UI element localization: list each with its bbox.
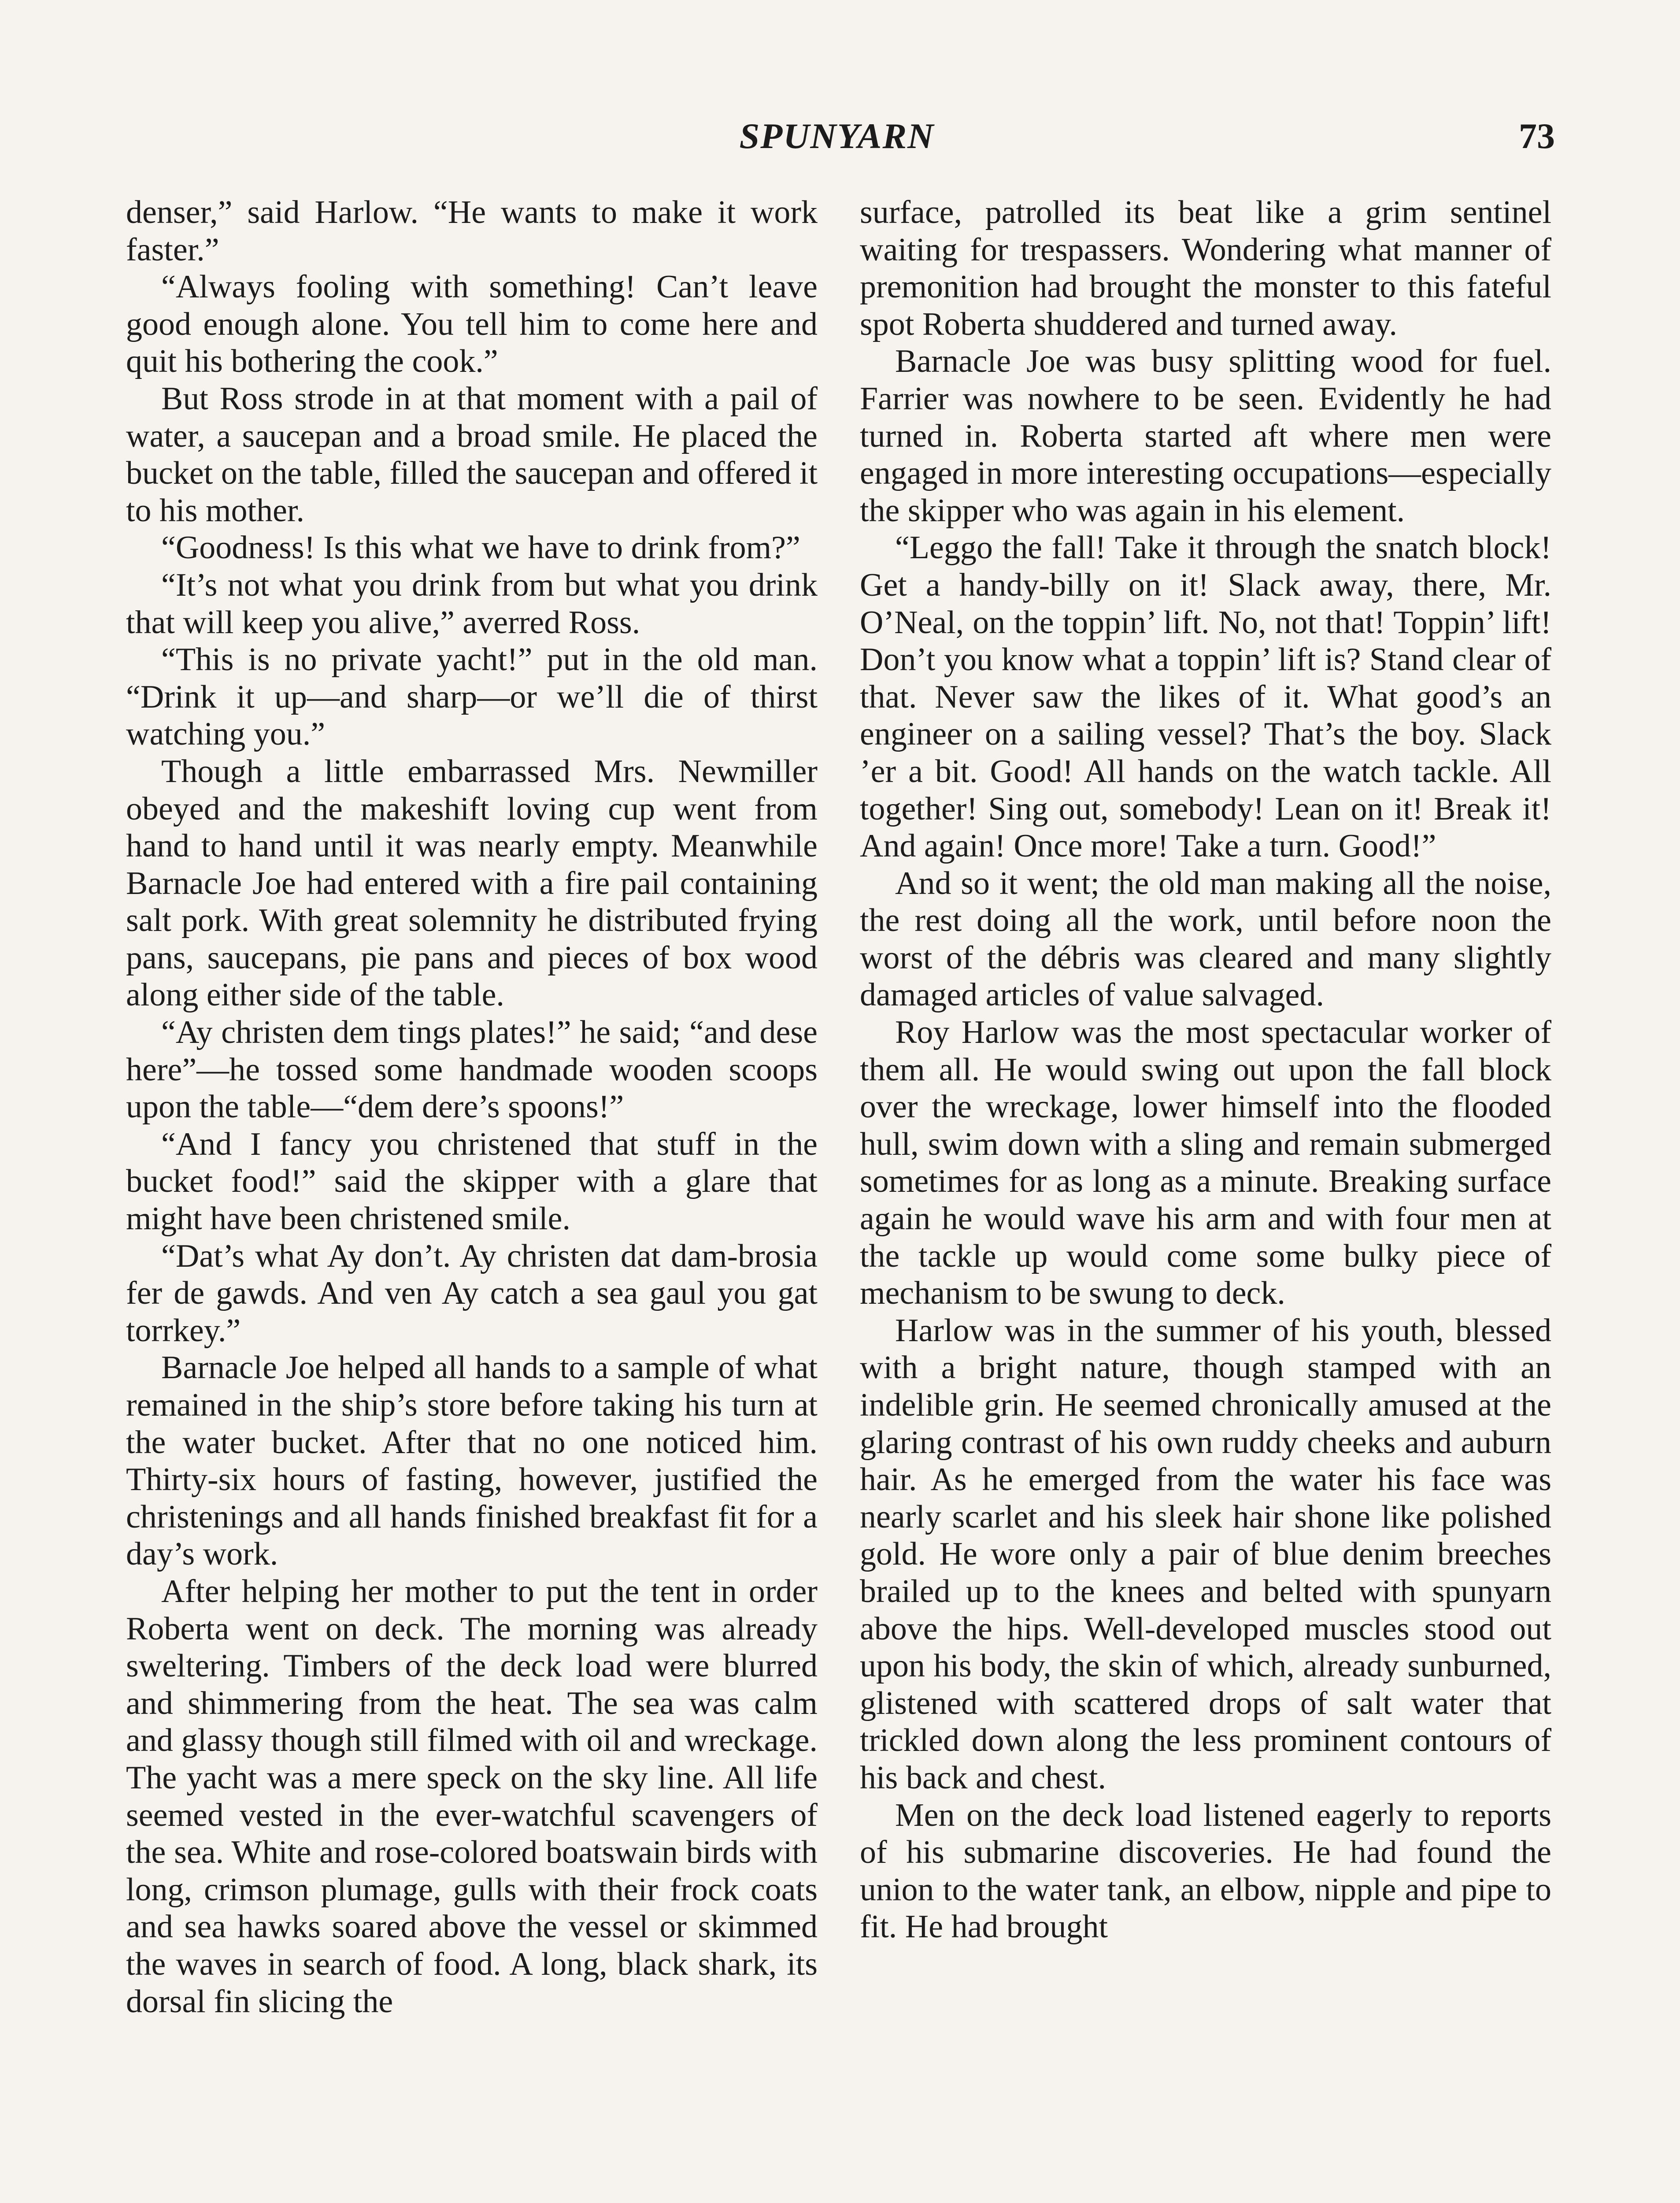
right-text-column (860, 194, 1551, 1946)
paragraph: Men on the deck load listened eagerly to reports of his submarine discoveries. He had found the union to the water tank, an elbow, nipple and pipe to fit. He had brought (860, 1797, 1551, 1945)
paragraph: After helping her mother to put the tent in order Roberta went on deck. The morning was already sweltering. Timbers of the deck load were blurred and shimmering from the heat. The sea was calm and glassy though still filmed with oil and wreckage. The yacht was a mere speck on the sky line. All life seemed vested in the ever-watchful scavengers of the sea. White and rose-colored boatswain birds with long, crimson plumage, gulls with their frock coats and sea hawks soared above the vessel or skimmed the waves in search of food. A long, black shark, its dorsal fin slicing the (126, 1573, 818, 2020)
left-text-column (126, 194, 818, 2020)
paragraph: surface, patrolled its beat like a grim sentinel waiting for trespassers. Wondering what manner of premonition had brought the monster to this fateful spot Roberta shuddered and turned away. (860, 194, 1551, 342)
paragraph: “Leggo the fall! Take it through the snatch block! Get a handy-billy on it! Slack away, there, Mr. O’Neal, on the toppin’ lift. No, not that! Toppin’ lift! Don’t you know what a toppin’ lift is? Stand clear of that. Never saw the likes of it. What good’s an engineer on a sailing vessel? That’s the boy. Slack ’er a bit. Good! All hands on the watch tackle. All together! Sing out, somebody! Lean on it! Break it! And again! Once more! Take a turn. Good!” (860, 530, 1551, 864)
paragraph: “This is no private yacht!” put in the old man. “Drink it up—and sharp—or we’ll die of thirst watching you.” (126, 642, 818, 753)
running-title: SPUNYARN (739, 116, 935, 156)
paragraph: “It’s not what you drink from but what you drink that will keep you alive,” averred Ross. (126, 567, 818, 641)
paragraph: And so it went; the old man making all the noise, the rest doing all the work, until before noon the worst of the débris was cleared and many slightly damaged articles of value salvaged. (860, 865, 1551, 1013)
paragraph: denser,” said Harlow. “He wants to make it work faster.” (126, 194, 818, 268)
paragraph: “Dat’s what Ay don’t. Ay christen dat dam-brosia fer de gawds. And ven Ay catch a sea gaul you gat torrkey.” (126, 1238, 818, 1349)
paragraph: Though a little embarrassed Mrs. Newmiller obeyed and the makeshift loving cup went from hand to hand until it was nearly empty. Meanwhile Barnacle Joe had entered with a fire pail containing salt pork. With great solemnity he distributed frying pans, saucepans, pie pans and pieces of box wood along either side of the table. (126, 753, 818, 1013)
paragraph: Barnacle Joe helped all hands to a sample of what remained in the ship’s store before taking his turn at the water bucket. After that no one noticed him. Thirty-six hours of fasting, however, justified the christenings and all hands finished breakfast fit for a day’s work. (126, 1350, 818, 1573)
paragraph: But Ross strode in at that moment with a pail of water, a saucepan and a broad smile. He placed the bucket on the table, filled the saucepan and offered it to his mother. (126, 380, 818, 529)
paragraph: “And I fancy you christened that stuff in the bucket food!” said the skipper with a glare that might have been christened smile. (126, 1126, 818, 1237)
paragraph: “Always fooling with something! Can’t leave good enough alone. You tell him to come here and quit his bothering the cook.” (126, 269, 818, 380)
page-number: 73 (1519, 116, 1555, 156)
paragraph: Roy Harlow was the most spectacular worker of them all. He would swing out upon the fall block over the wreckage, lower himself into the flooded hull, swim down with a sling and remain submerged sometimes for as long as a minute. Breaking surface again he would wave his arm and with four men at the tackle up would come some bulky piece of mechanism to be swung to deck. (860, 1014, 1551, 1312)
paragraph: “Ay christen dem tings plates!” he said; “and dese here”—he tossed some handmade wooden scoops upon the table—“dem dere’s spoons!” (126, 1014, 818, 1125)
paragraph: Harlow was in the summer of his youth, blessed with a bright nature, though stamped with an indelible grin. He seemed chronically amused at the glaring contrast of his own ruddy cheeks and auburn hair. As he emerged from the water his face was nearly scarlet and his sleek hair shone like polished gold. He wore only a pair of blue denim breeches brailed up to the knees and belted with spunyarn above the hips. Well-developed muscles stood out upon his body, the skin of which, already sunburned, glistened with scattered drops of salt water that trickled down along the less prominent contours of his back and chest. (860, 1312, 1551, 1796)
paragraph: Barnacle Joe was busy splitting wood for fuel. Farrier was nowhere to be seen. Evidently he had turned in. Roberta started aft where men were engaged in more interesting occupations—especially the skipper who was again in his element. (860, 343, 1551, 529)
paragraph: “Goodness! Is this what we have to drink from?” (161, 530, 800, 566)
